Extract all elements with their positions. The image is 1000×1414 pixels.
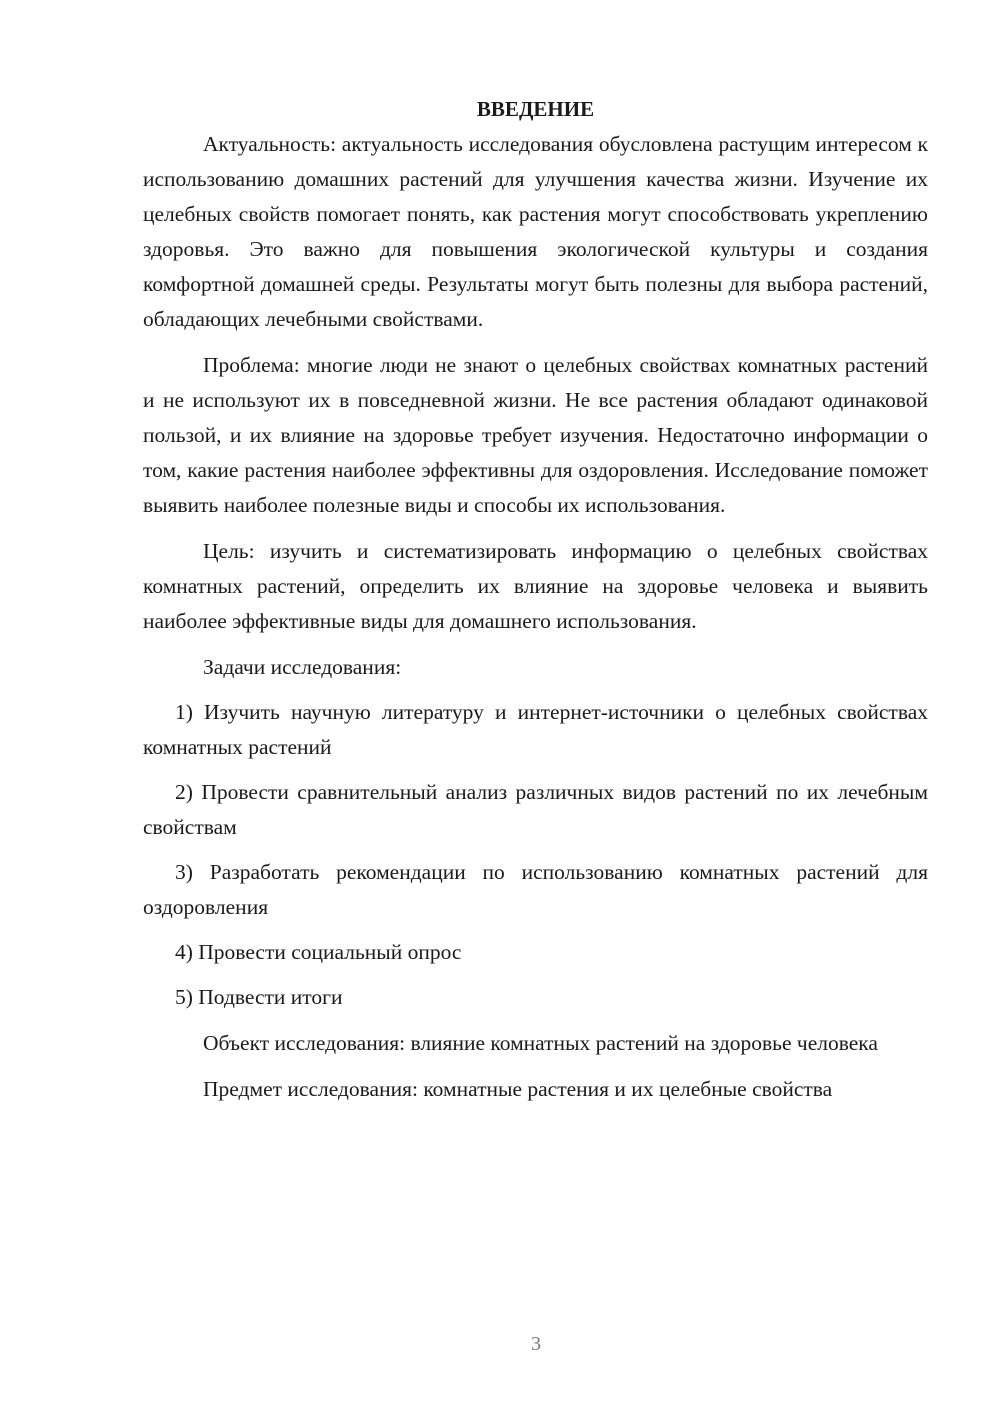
paragraph-object: Объект исследования: влияние комнатных растений на здоровье человека [203, 1031, 878, 1055]
tasks-heading: Задачи исследования: [203, 655, 402, 679]
paragraph-subject: Предмет исследования: комнатные растения и их целебные свойства [203, 1077, 833, 1101]
page-number: 3 [531, 1333, 541, 1355]
document-body [143, 92, 928, 1107]
paragraph-goal: Цель: изучить и систематизировать информацию о целебных свойствах комнатных растений, определить их влияние на здоровье человека и выявить наиболее эффективные виды для домашнего использования. [143, 539, 928, 633]
task-item: 2) Провести сравнительный анализ различных видов растений по их лечебным свойствам [143, 780, 928, 839]
task-item: 5) Подвести итоги [175, 985, 343, 1009]
task-item: 4) Провести социальный опрос [175, 940, 462, 964]
paragraph-relevance: Актуальность: актуальность исследования обусловлена растущим интересом к использованию домашних растений для улучшения качества жизни. Изучение их целебных свойств помогает понять, как растения могут способствовать укреплению здоровья. Это важно для повышения экологической культуры и создания комфортной домашней среды. Результаты могут быть полезны для выбора растений, обладающих лечебными свойствами. [143, 132, 928, 331]
paragraph-problem: Проблема: многие люди не знают о целебных свойствах комнатных растений и не используют их в повседневной жизни. Не все растения обладают одинаковой пользой, и их влияние на здоровье требует изучения. Недостаточно информации о том, какие растения наиболее эффективны для оздоровления. Исследование поможет выявить наиболее полезные виды и способы их использования. [143, 353, 928, 517]
task-item: 3) Разработать рекомендации по использованию комнатных растений для оздоровления [143, 860, 928, 919]
section-title: ВВЕДЕНИЕ [476, 97, 595, 121]
tasks-list [143, 695, 928, 1015]
task-item: 1) Изучить научную литературу и интернет-источники о целебных свойствах комнатных растений [143, 700, 928, 759]
